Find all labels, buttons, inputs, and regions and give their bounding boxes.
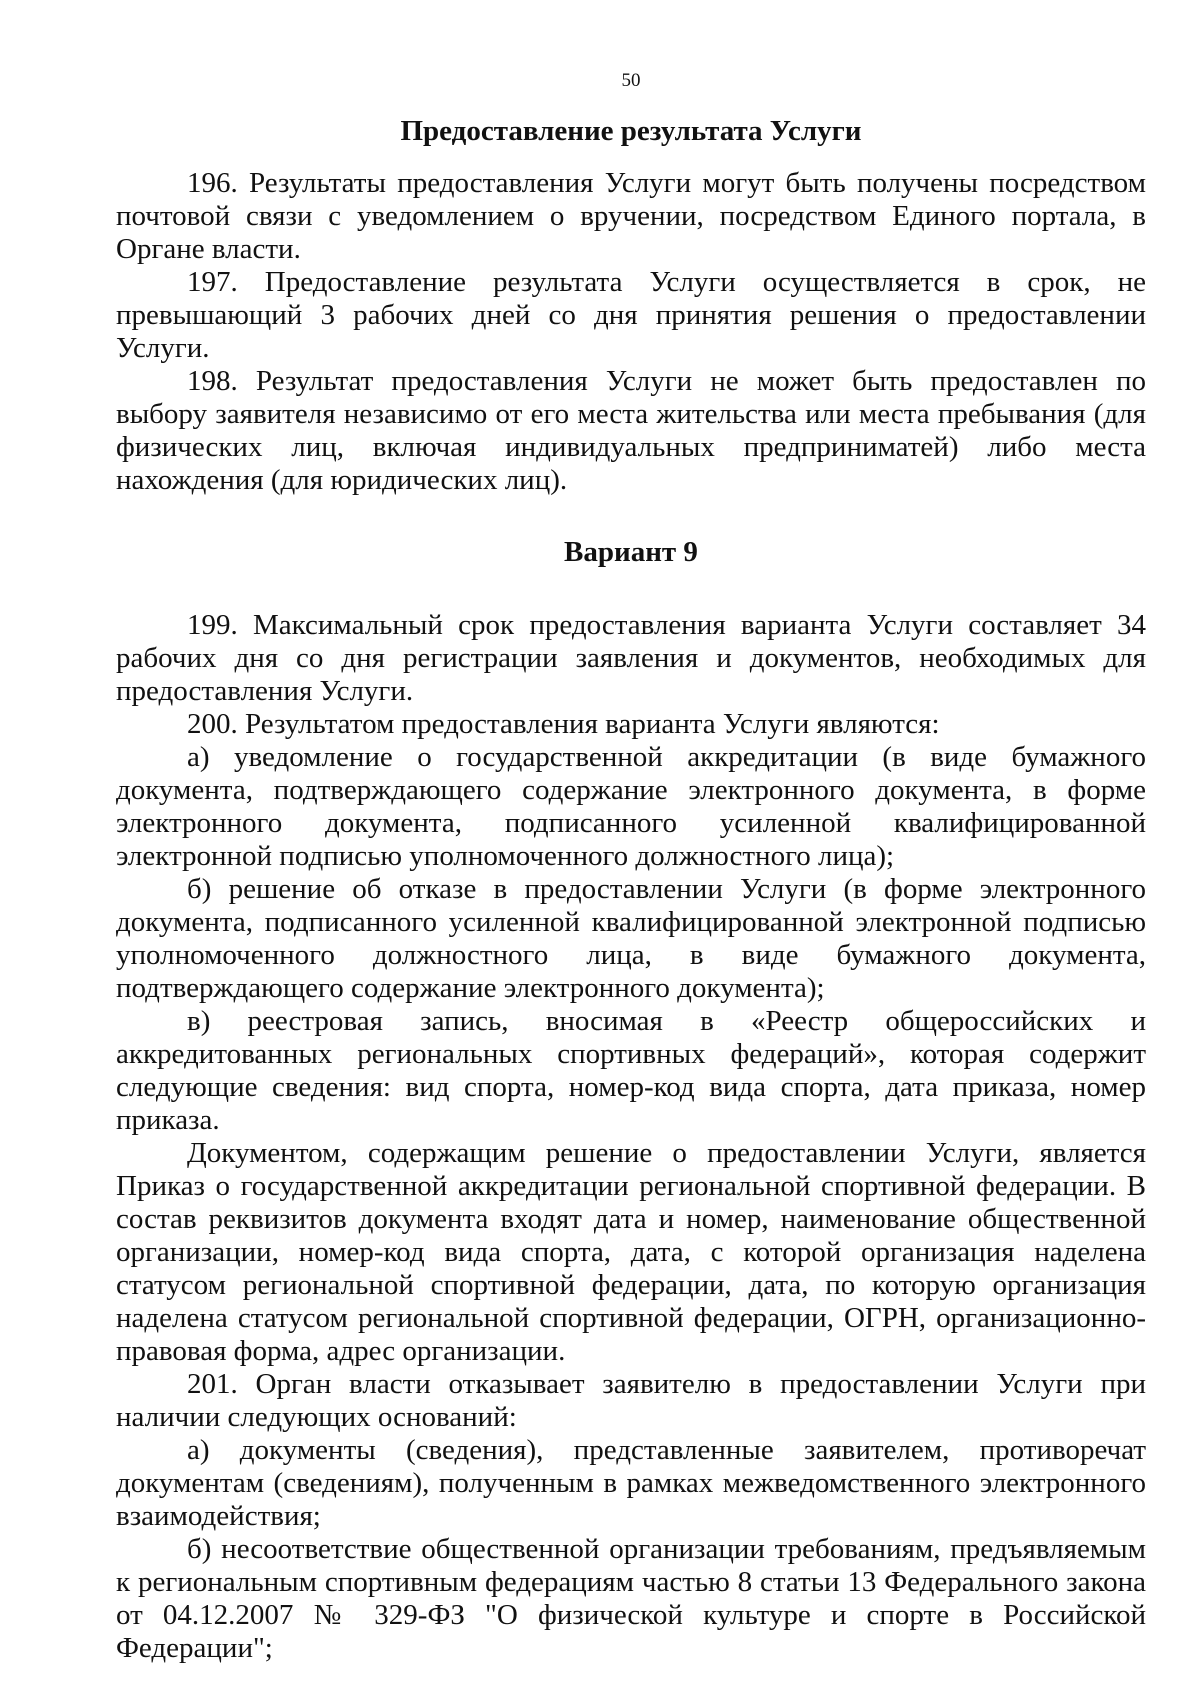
- paragraph-200-b: б) решение об отказе в предоставлении Услуги (в форме электронного документа, подписанного усиленной квалифицированной электронной подписью уполномоченного должностного лица, в виде бумажного документа, подтверждающего содержание электронного документа);: [116, 873, 1146, 1004]
- paragraph-200-v: в) реестровая запись, вносимая в «Реестр общероссийских и аккредитованных региональных спортивных федераций», которая содержит следующие сведения: вид спорта, номер-код вида спорта, дата приказа, номер приказа.: [116, 1005, 1146, 1136]
- variant-heading: Вариант 9: [564, 536, 698, 568]
- paragraph-decision-document: Документом, содержащим решение о предоставлении Услуги, является Приказ о государственной аккредитации региональной спортивной федерации. В состав реквизитов документа входят дата и номер, наименование общественной организации, номер-код вида спорта, дата, с которой организация наделена статусом региональной спортивной федерации, дата, по которую организация наделена статусом региональной спортивной федерации, ОГРН, организационно-правовая форма, адрес организации.: [116, 1137, 1146, 1367]
- paragraph-200: 200. Результатом предоставления варианта Услуги являются:: [187, 708, 940, 740]
- paragraph-198: 198. Результат предоставления Услуги не может быть предоставлен по выбору заявителя независимо от его места жительства или места пребывания (для физических лиц, включая индивидуальных предприниматей) либо места нахождения (для юридических лиц).: [116, 365, 1146, 496]
- paragraph-201-a: а) документы (сведения), представленные заявителем, противоречат документам (сведениям), полученным в рамках межведомственного электронного взаимодействия;: [116, 1434, 1146, 1532]
- paragraph-201-b: б) несоответствие общественной организации требованиям, предъявляемым к региональным спортивным федерациям частью 8 статьи 13 Федерального закона от 04.12.2007 № 329-ФЗ "О физической культуре и спорте в Российской Федерации";: [116, 1533, 1146, 1664]
- paragraph-197: 197. Предоставление результата Услуги осуществляется в срок, не превышающий 3 рабочих дней со дня принятия решения о предоставлении Услуги.: [116, 266, 1146, 364]
- paragraph-200-a: а) уведомление о государственной аккредитации (в виде бумажного документа, подтверждающего содержание электронного документа, в форме электронного документа, подписанного усиленной квалифицированной электронной подписью уполномоченного должностного лица);: [116, 741, 1146, 872]
- paragraph-196: 196. Результаты предоставления Услуги могут быть получены посредством почтовой связи с уведомлением о вручении, посредством Единого портала, в Органе власти.: [116, 167, 1146, 265]
- page-number: 50: [621, 70, 641, 91]
- paragraph-199: 199. Максимальный срок предоставления варианта Услуги составляет 34 рабочих дня со дня регистрации заявления и документов, необходимых для предоставления Услуги.: [116, 609, 1146, 707]
- paragraph-201: 201. Орган власти отказывает заявителю в предоставлении Услуги при наличии следующих оснований:: [116, 1368, 1146, 1433]
- section-heading: Предоставление результата Услуги: [400, 115, 862, 147]
